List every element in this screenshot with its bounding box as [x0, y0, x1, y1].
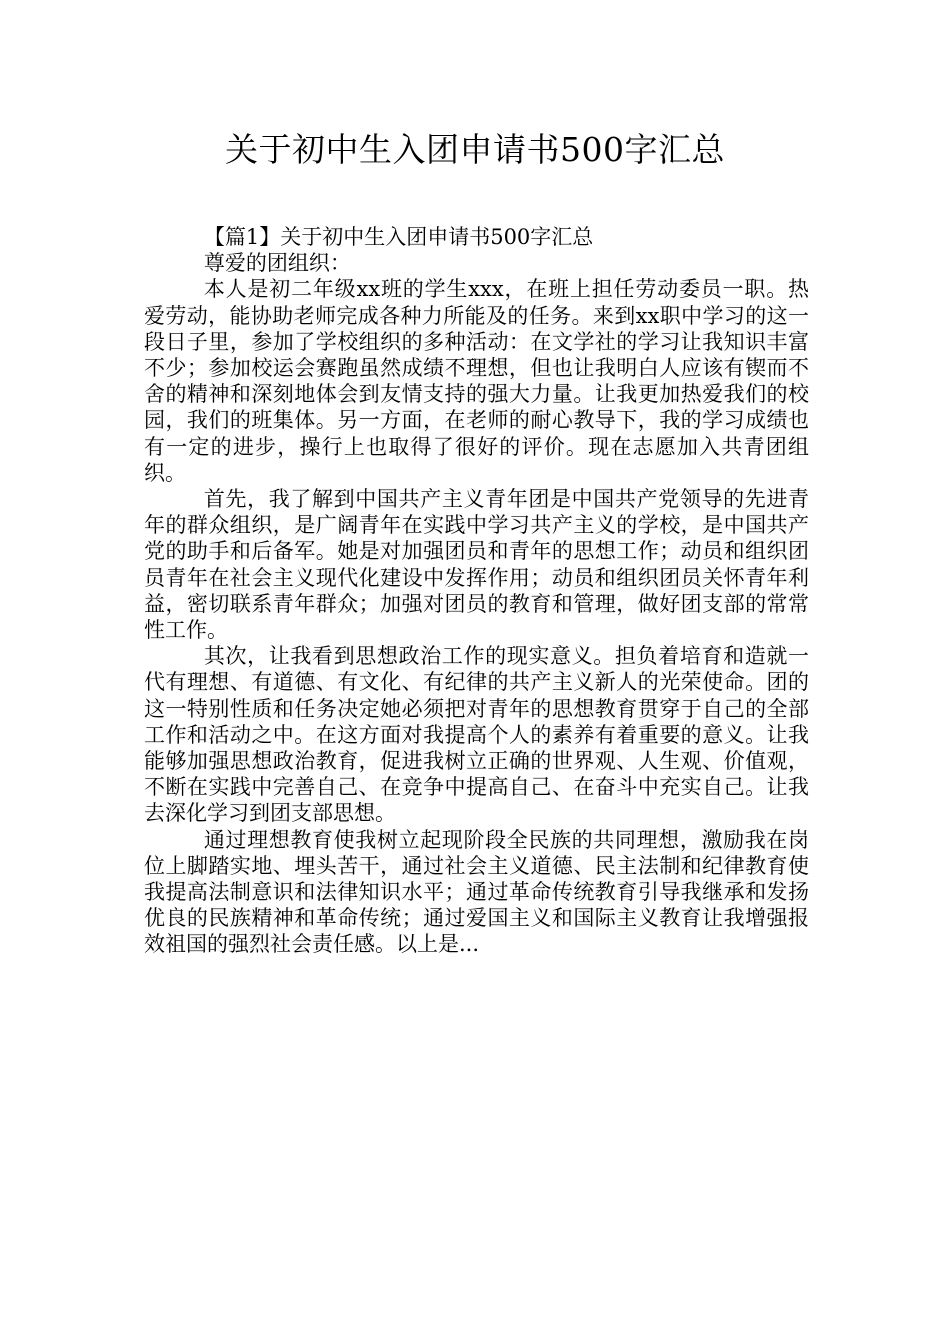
document-title: 关于初中生入团申请书500字汇总: [225, 130, 725, 169]
section-heading: 【篇1】关于初中生入团申请书500字汇总: [203, 225, 594, 249]
paragraph-1: 本人是初二年级xx班的学生xxx，在班上担任劳动委员一职。热爱劳动，能协助老师完成各种力所能及的任务。来到xx职中学习的这一段日子里，参加了学校组织的多种活动：在文学社的学习让我知识丰富不少；参加校运会赛跑虽然成绩不理想，但也让我明白人应该有锲而不舍的精神和深刻地体会到友情支持的强大力量。让我更加热爱我们的校园，我们的班集体。另一方面，在老师的耐心教导下，我的学习成绩也有一定的进步，操行上也取得了很好的评价。现在志愿加入共青团组织。: [144, 277, 809, 485]
salutation: 尊爱的团组织：: [203, 251, 351, 276]
paragraph-3: 其次，让我看到思想政治工作的现实意义。担负着培育和造就一代有理想、有道德、有文化、有纪律的共产主义新人的光荣使命。团的这一特别性质和任务决定她必须把对青年的思想教育贯穿于自己的全部工作和活动之中。在这方面对我提高个人的素养有着重要的意义。让我能够加强思想政治教育，促进我树立正确的世界观、人生观、价值观，不断在实践中完善自己、在竞争中提高自己、在奋斗中充实自己。让我去深化学习到团支部思想。: [144, 644, 809, 826]
document-body: [144, 224, 809, 958]
paragraph-2: 首先，我了解到中国共产主义青年团是中国共产党领导的先进青年的群众组织，是广阔青年在实践中学习共产主义的学校，是中国共产党的助手和后备军。她是对加强团员和青年的思想工作；动员和组织团员青年在社会主义现代化建设中发挥作用；动员和组织团员关怀青年利益，密切联系青年群众；加强对团员的教育和管理，做好团支部的常常性工作。: [144, 487, 809, 643]
paragraph-4: 通过理想教育使我树立起现阶段全民族的共同理想，激励我在岗位上脚踏实地、埋头苦干，通过社会主义道德、民主法制和纪律教育使我提高法制意识和法律知识水平；通过革命传统教育引导我继承和发扬优良的民族精神和革命传统；通过爱国主义和国际主义教育让我增强报效祖国的强烈社会责任感。以上是...: [144, 827, 809, 957]
